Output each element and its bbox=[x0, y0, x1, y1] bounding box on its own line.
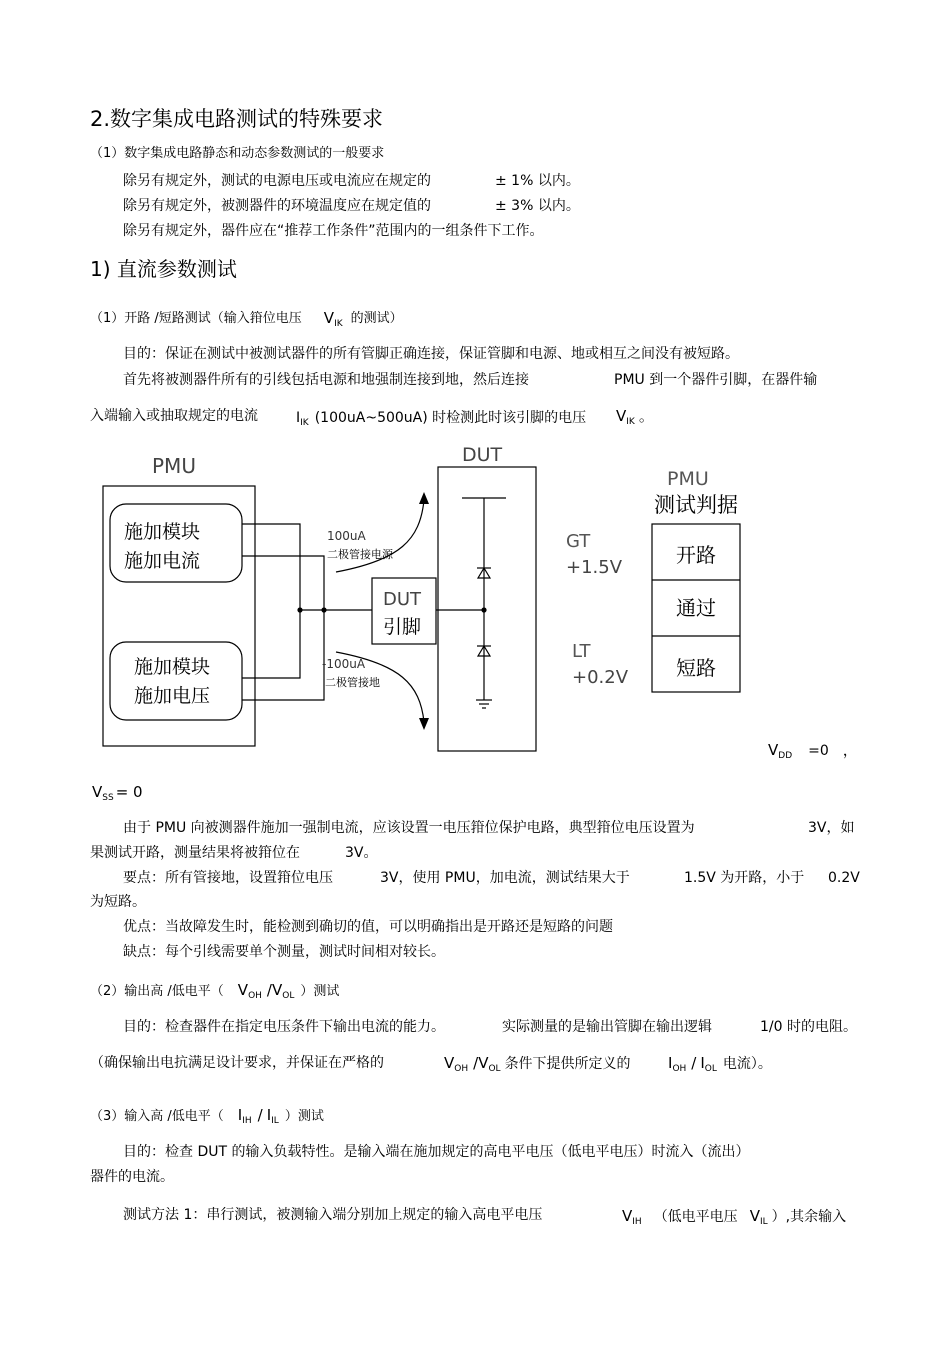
module-current-line2: 施加电流 bbox=[124, 550, 201, 572]
paragraph-text: 除另有规定外，测试的电源电压或电流应在规定的 bbox=[123, 173, 431, 189]
symbol-subscript: OL bbox=[488, 1064, 501, 1074]
punctuation: ， bbox=[842, 741, 858, 759]
current-symbol bbox=[296, 409, 586, 432]
module-current-line1: 施加模块 bbox=[124, 521, 201, 543]
condition-value: =0 bbox=[808, 743, 829, 759]
dut-top-label: DUT bbox=[462, 444, 503, 466]
result-short: 短路 bbox=[676, 656, 716, 680]
symbol-subscript: DD bbox=[778, 751, 793, 761]
current-top-label: 100uA bbox=[327, 529, 366, 543]
section-heading-general: （1）数字集成电路静态和动态参数测试的一般要求 bbox=[90, 146, 385, 161]
symbol-letter: V bbox=[622, 1207, 633, 1225]
paragraph-text: 首先将被测器件所有的引线包括电源和地强制连接到地，然后连接 bbox=[123, 372, 529, 388]
dut-pin-label-line2: 引脚 bbox=[383, 616, 422, 638]
symbol-letter: V bbox=[768, 741, 779, 759]
paragraph-text: 1/0 时的电阻。 bbox=[760, 1019, 857, 1035]
symbol-subscript: OH bbox=[454, 1064, 469, 1074]
symbol-subscript: IH bbox=[242, 1116, 252, 1126]
subsection-heading-open-short bbox=[90, 308, 403, 332]
paragraph-text: 目的：检查器件在指定电压条件下输出电流的能力。 bbox=[123, 1019, 445, 1035]
paragraph-text: PMU 到一个器件引脚，在器件输 bbox=[614, 372, 818, 388]
condition-value: = 0 bbox=[115, 783, 143, 801]
symbol-letter: I bbox=[266, 1106, 272, 1124]
paragraph-text: 1.5V 为开路，小于 bbox=[684, 870, 805, 886]
heading-text: 的测试） bbox=[350, 311, 403, 326]
paragraph-text: 条件下提供所定义的 bbox=[504, 1056, 631, 1072]
symbol-separator: / bbox=[266, 981, 272, 999]
symbol-subscript: IL bbox=[271, 1116, 279, 1126]
gt-label: GT bbox=[566, 531, 591, 552]
paragraph-text: 目的：保证在测试中被测试器件的所有管脚正确连接，保证管脚和电源、地或相互之间没有被短路。 bbox=[123, 346, 739, 362]
lt-value: +0.2V bbox=[572, 667, 629, 688]
page-title: 2.数字集成电路测试的特殊要求 bbox=[90, 107, 384, 131]
judge-label: 测试判据 bbox=[654, 493, 738, 517]
result-pass: 通过 bbox=[676, 596, 716, 620]
paragraph-text: 目的：检查 DUT 的输入负载特性。是输入端在施加规定的高电平电压（低电平电压）时流入（流出） bbox=[123, 1144, 750, 1160]
paragraph-text: 缺点：每个引线需要单个测量，测试时间相对较长。 bbox=[123, 944, 445, 960]
paragraph-text: 电流）。 bbox=[722, 1056, 772, 1072]
voltage-symbol bbox=[616, 407, 654, 431]
paragraph-text: 要点：所有管接地，设置箝位电压 bbox=[123, 870, 333, 886]
symbol-subscript: IK bbox=[300, 418, 309, 428]
voltage-symbols bbox=[444, 1054, 631, 1078]
symbol-letter: I bbox=[700, 1054, 705, 1072]
symbol-v bbox=[324, 309, 343, 327]
node-dot bbox=[321, 607, 326, 612]
heading-text: （1）开路 /短路测试（输入箝位电压 bbox=[90, 311, 302, 326]
paragraph-text: 0.2V bbox=[828, 870, 860, 886]
current-bottom-label: -100uA bbox=[322, 657, 366, 671]
paragraph-text: ± 3% 以内。 bbox=[495, 198, 580, 214]
paragraph-text: （低电平电压 bbox=[653, 1209, 738, 1225]
dut-box bbox=[438, 467, 536, 751]
symbol-letter: V bbox=[749, 1207, 760, 1225]
wire-module-upper bbox=[242, 556, 324, 610]
module-voltage-box bbox=[110, 642, 242, 720]
open-short-test-diagram bbox=[0, 430, 950, 760]
voltage-symbols bbox=[622, 1207, 846, 1231]
wire-module-lower bbox=[242, 610, 324, 700]
symbol-letter: V bbox=[271, 981, 283, 999]
paragraph-text: （确保输出电抗满足设计要求，并保证在严格的 bbox=[90, 1055, 384, 1071]
symbol-subscript: OL bbox=[704, 1064, 717, 1074]
heading-text: （2）输出高 /低电平（ bbox=[90, 984, 224, 999]
symbol-letter: V bbox=[478, 1054, 489, 1072]
paragraph-text: 除另有规定外，器件应在“推荐工作条件”范围内的一组条件下工作。 bbox=[123, 223, 544, 239]
symbol-subscript: IH bbox=[632, 1217, 642, 1227]
symbol-letter: V bbox=[323, 309, 335, 327]
result-open: 开路 bbox=[676, 543, 716, 567]
paragraph-text: 实际测量的是输出管脚在输出逻辑 bbox=[502, 1019, 712, 1035]
heading-text: ）测试 bbox=[300, 984, 340, 999]
diode-bottom-label: 二极管接地 bbox=[325, 676, 380, 689]
paragraph-text: (100uA~500uA) 时检测此时该引脚的电压 bbox=[314, 410, 587, 426]
section-heading-dc: 1) 直流参数测试 bbox=[90, 257, 237, 281]
symbol-letter: V bbox=[444, 1054, 455, 1072]
vdd-condition bbox=[768, 741, 858, 765]
pmu-right-label: PMU bbox=[667, 468, 709, 490]
lt-label: LT bbox=[572, 641, 591, 662]
paragraph-text: 除另有规定外，被测器件的环境温度应在规定值的 bbox=[123, 198, 431, 214]
punctuation: 。 bbox=[638, 407, 654, 425]
symbol-letter: V bbox=[92, 783, 103, 801]
arrow-head-down bbox=[419, 718, 429, 730]
paragraph-text: 优点：当故障发生时，能检测到确切的值，可以明确指出是开路还是短路的问题 bbox=[123, 919, 613, 935]
heading-text: （3）输入高 /低电平（ bbox=[90, 1109, 224, 1124]
dut-pin-label-line1: DUT bbox=[383, 589, 422, 610]
paragraph-text: 入端输入或抽取规定的电流 bbox=[90, 408, 258, 424]
paragraph-text: 为短路。 bbox=[90, 894, 146, 910]
symbol-letter: I bbox=[668, 1054, 673, 1072]
paragraph-text: 3V。 bbox=[345, 845, 378, 861]
subsection-heading-output-level bbox=[90, 981, 339, 1005]
current-symbols bbox=[668, 1054, 772, 1078]
paragraph-text: 3V，使用 PMU，加电流，测试结果大于 bbox=[380, 870, 630, 886]
paragraph-text: 器件的电流。 bbox=[90, 1169, 174, 1185]
paragraph-text: ± 1% 以内。 bbox=[495, 173, 580, 189]
symbol-letter: V bbox=[616, 407, 627, 425]
symbol-subscript: SS bbox=[102, 793, 114, 803]
symbol-letter: I bbox=[296, 410, 301, 426]
paragraph-text: ）,其余输入 bbox=[771, 1209, 847, 1225]
symbol-letter: V bbox=[237, 981, 249, 999]
paragraph-text: 测试方法 1：串行测试，被测输入端分别加上规定的输入高电平电压 bbox=[123, 1207, 543, 1223]
symbol-separator: / bbox=[473, 1054, 479, 1072]
gt-value: +1.5V bbox=[566, 557, 623, 578]
module-voltage-line2: 施加电压 bbox=[134, 685, 211, 707]
symbol-subscript: OH bbox=[672, 1064, 687, 1074]
paragraph-text: 由于 PMU 向被测器件施加一强制电流，应该设置一电压箝位保护电路，典型箝位电压设置为 bbox=[123, 820, 695, 836]
symbol-letter: I bbox=[237, 1106, 243, 1124]
heading-text: ）测试 bbox=[284, 1109, 324, 1124]
node-dot bbox=[297, 607, 302, 612]
pmu-left-label: PMU bbox=[152, 454, 196, 478]
wire-modules bbox=[242, 524, 300, 678]
symbol-subscript: IK bbox=[334, 319, 343, 329]
symbol-separator: / bbox=[691, 1054, 697, 1072]
paragraph-text: 3V，如 bbox=[808, 820, 855, 836]
symbol-subscript: OL bbox=[282, 991, 295, 1001]
diode-top-label: 二极管接电源 bbox=[327, 548, 393, 561]
symbol-subscript: IL bbox=[759, 1217, 768, 1227]
module-voltage-line1: 施加模块 bbox=[134, 656, 211, 678]
vss-condition bbox=[92, 783, 143, 807]
node-dot bbox=[481, 607, 486, 612]
subsection-heading-input-level bbox=[90, 1106, 324, 1130]
paragraph-text: 果测试开路，测量结果将被箝位在 bbox=[90, 845, 300, 861]
symbol-subscript: OH bbox=[248, 991, 262, 1001]
arrow-head-up bbox=[419, 492, 429, 504]
symbol-separator: / bbox=[257, 1106, 263, 1124]
symbol-subscript: IK bbox=[626, 417, 635, 427]
